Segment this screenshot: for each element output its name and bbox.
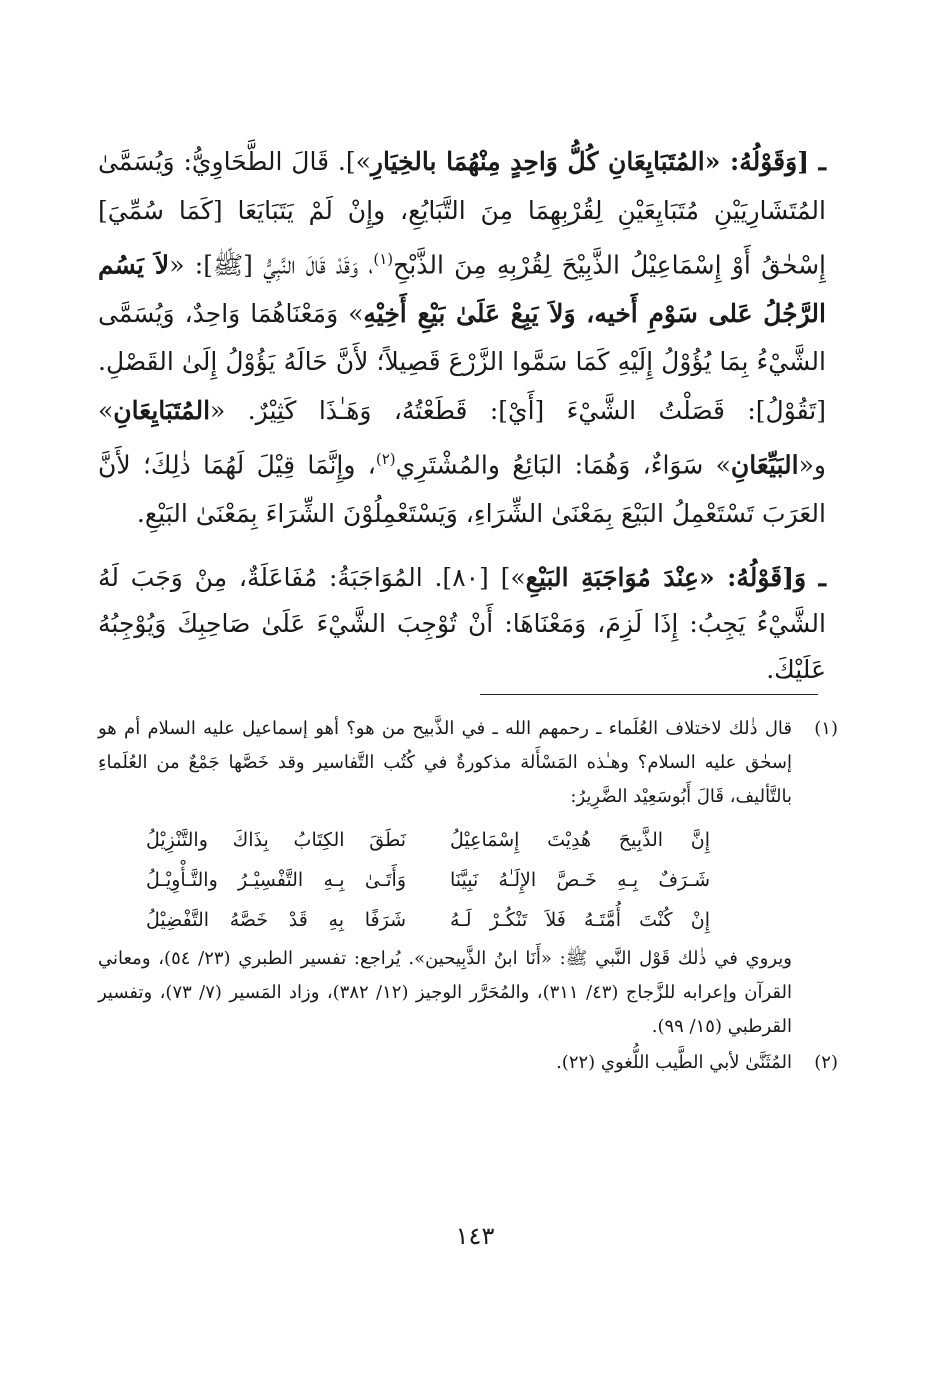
segment: ، وإِنَّمَا قِيْلَ لَهُمَا ذٰلِكَ؛ لأَنَّ العَرَبَ تَسْتَعْمِلُ البَيْعَ بِمَعْنَىٰ الشِّرَاءِ، وَيَسْتَعْمِلُوْنَ الشِّرَاءَ بِمَعْنَىٰ البَيْعِ. [98,450,826,529]
main-text-body [98,138,826,693]
footnote-number: (١) [814,718,838,739]
footnote-2 [98,1046,838,1080]
term-mutabayian: المُتَبَايِعَانِ [113,395,211,425]
footnote-1 [98,712,838,1044]
paragraph-buyers [98,138,826,539]
segment: ـ [وَقَوْلُهُ: « [704,147,826,176]
footnote-outro: ويروي في ذٰلك قَوْل النَّبي ﷺ: «أَنَا ابنُ الذَّبِيحين». يُراجع: تفسير الطبري (٢٣/ ٥٤)، ومعاني القرآن وإعرابه للزَّجاج (٤٣/ ٣١١)، والمُحَرَّر الوجيز (١٢/ ٣٨٢)، وزاد المَسير (٧/ ٧٣)، وتفسير القرطبي (١٥/ ٩٩). [98,948,792,1037]
verse-second-hemistich: شَرَفًا بِهِ قَدْ خَصَّهُ التَّفْضِيْلُ [146,909,406,931]
footnote-ref-1: (١) [373,250,394,268]
footnotes [98,712,838,1080]
footnote-text: المُثَنَّىٰ لأبي الطَّيب اللُّغوي (٢٢). [556,1052,792,1073]
verse-second-hemistich: نَطَقَ الكِتَابُ بِذَاكَ والتَّنْزِيْلُ [146,829,406,851]
hadith-quote: المُتَبَايِعَانِ كُلُّ وَاحِدٍ مِنْهُمَا بالخِيَارِ [370,147,705,176]
verse-first-hemistich: إِنَّ الذَّبِيحَ هُدِيْتَ إِسْمَاعِيْلُ [450,829,710,851]
segment: ـ وَ[قَوْلُهُ: « [698,562,826,592]
footnote-body [98,712,792,1044]
segment: »] [٨٠]. المُوَاجَبَةُ: مُفَاعَلَةٌ، مِنْ وَجَبَ لَهُ الشَّيْءُ يَجِبُ: إِذَا لَزِمَ، وَمَعْنَاهَا: أَنْ تُوْجِبَ الشَّيْءَ عَلَىٰ صَاحِبِكَ وَيُوْجِبُهُ عَلَيْكَ. [98,562,826,684]
term-bayyian: البَيِّعَانِ [730,450,799,480]
paragraph-muwajaba [98,555,826,693]
segment: ، وَقَدْ قَالَ النَّبِيُّ [ﷺ]: « [169,250,374,280]
verse-second-hemistich: وَأَتَـىٰ بِـهِ التَّفْسِيْـرُ والتَّـأْوِيْـلُ [146,869,406,891]
hadith-quote: عِنْدَ مُوَاجَبَةِ البَيْعِ [525,562,699,592]
footnote-body [98,1046,792,1080]
poem-verse [98,820,792,860]
segment: » سَوَاءٌ، وَهُمَا: البَائِعُ والمُشْتَرِي [395,450,731,480]
hadith-quote: لاَ يَسُم الرَّجُلُ عَلى سَوْمِ أَخيه، وَلاَ يَبِعْ عَلَىٰ بَيْعِ أَخِيْهِ [98,250,826,328]
segment: »]. قَالَ الطَّحَاوِيُّ: وَيُسَمَّىٰ المُتَشَارِيَيْنِ مُتَبَايِعَيْنِ لِقُرْبِهِمَا مِنَ التَّبَايُعِ، وإِنْ لَمْ يَتَبَايَعَا [كَمَا سُمِّيَ] إِسْحٰقُ أَوْ إِسْمَاعِيْلُ الذَّبِيْحَ لِقُرْبِهِ مِنَ الذَّبْحِ [98,147,826,280]
verse-first-hemistich: شَـرَفٌ بِـهِ خَـصَّ الإِلَـٰهُ نَبِيَّنَا [450,869,710,891]
poem [98,820,792,940]
footnote-ref-2: (٢) [375,450,396,469]
footnote-intro: قال ذٰلك لاختلاف العُلَماء ـ رحمهم الله ـ في الذَّبيح من هو؟ أهو إسماعيل عليه السلام أم هو إسحٰق عليه السلام؟ وهـٰذه المَسْأَلة مذكورةٌ في كُتُب التَّفاسير وقد خَصَّها جَمْعٌ من العُلَماءِ بالتَّأليف، قَالَ أَبُوسَعِيْد الضَّرِيرُ: [98,718,792,807]
page-number: ١٤٣ [455,1222,495,1250]
poem-verse [98,900,792,940]
verse-first-hemistich: إِنْ كُنْتَ أُمَّتَـهُ فَلاَ تَنْكُـرْ لَـهُ [450,909,710,931]
footnote-number: (٢) [814,1052,838,1073]
footnote-separator [480,694,818,695]
segment: » و« [98,395,826,480]
segment: » وَمَعْنَاهُمَا وَاحِدٌ، وَيُسَمَّى الشَّيْءُ بِمَا يُؤُوْلُ إِلَيْهِ كَمَا سَمَّوا الزَّرْعَ قَصِيلاً؛ لأَنَّ حَالَهُ يَؤُوْلُ إِلَىٰ القَصْلِ. [تَقُوْلُ]: قَصَلْتُ الشَّيْءَ [أَيْ]: قَطَعْتُهُ، وَهَـٰذَا كَثِيْرٌ. « [98,298,826,425]
poem-verse [98,860,792,900]
